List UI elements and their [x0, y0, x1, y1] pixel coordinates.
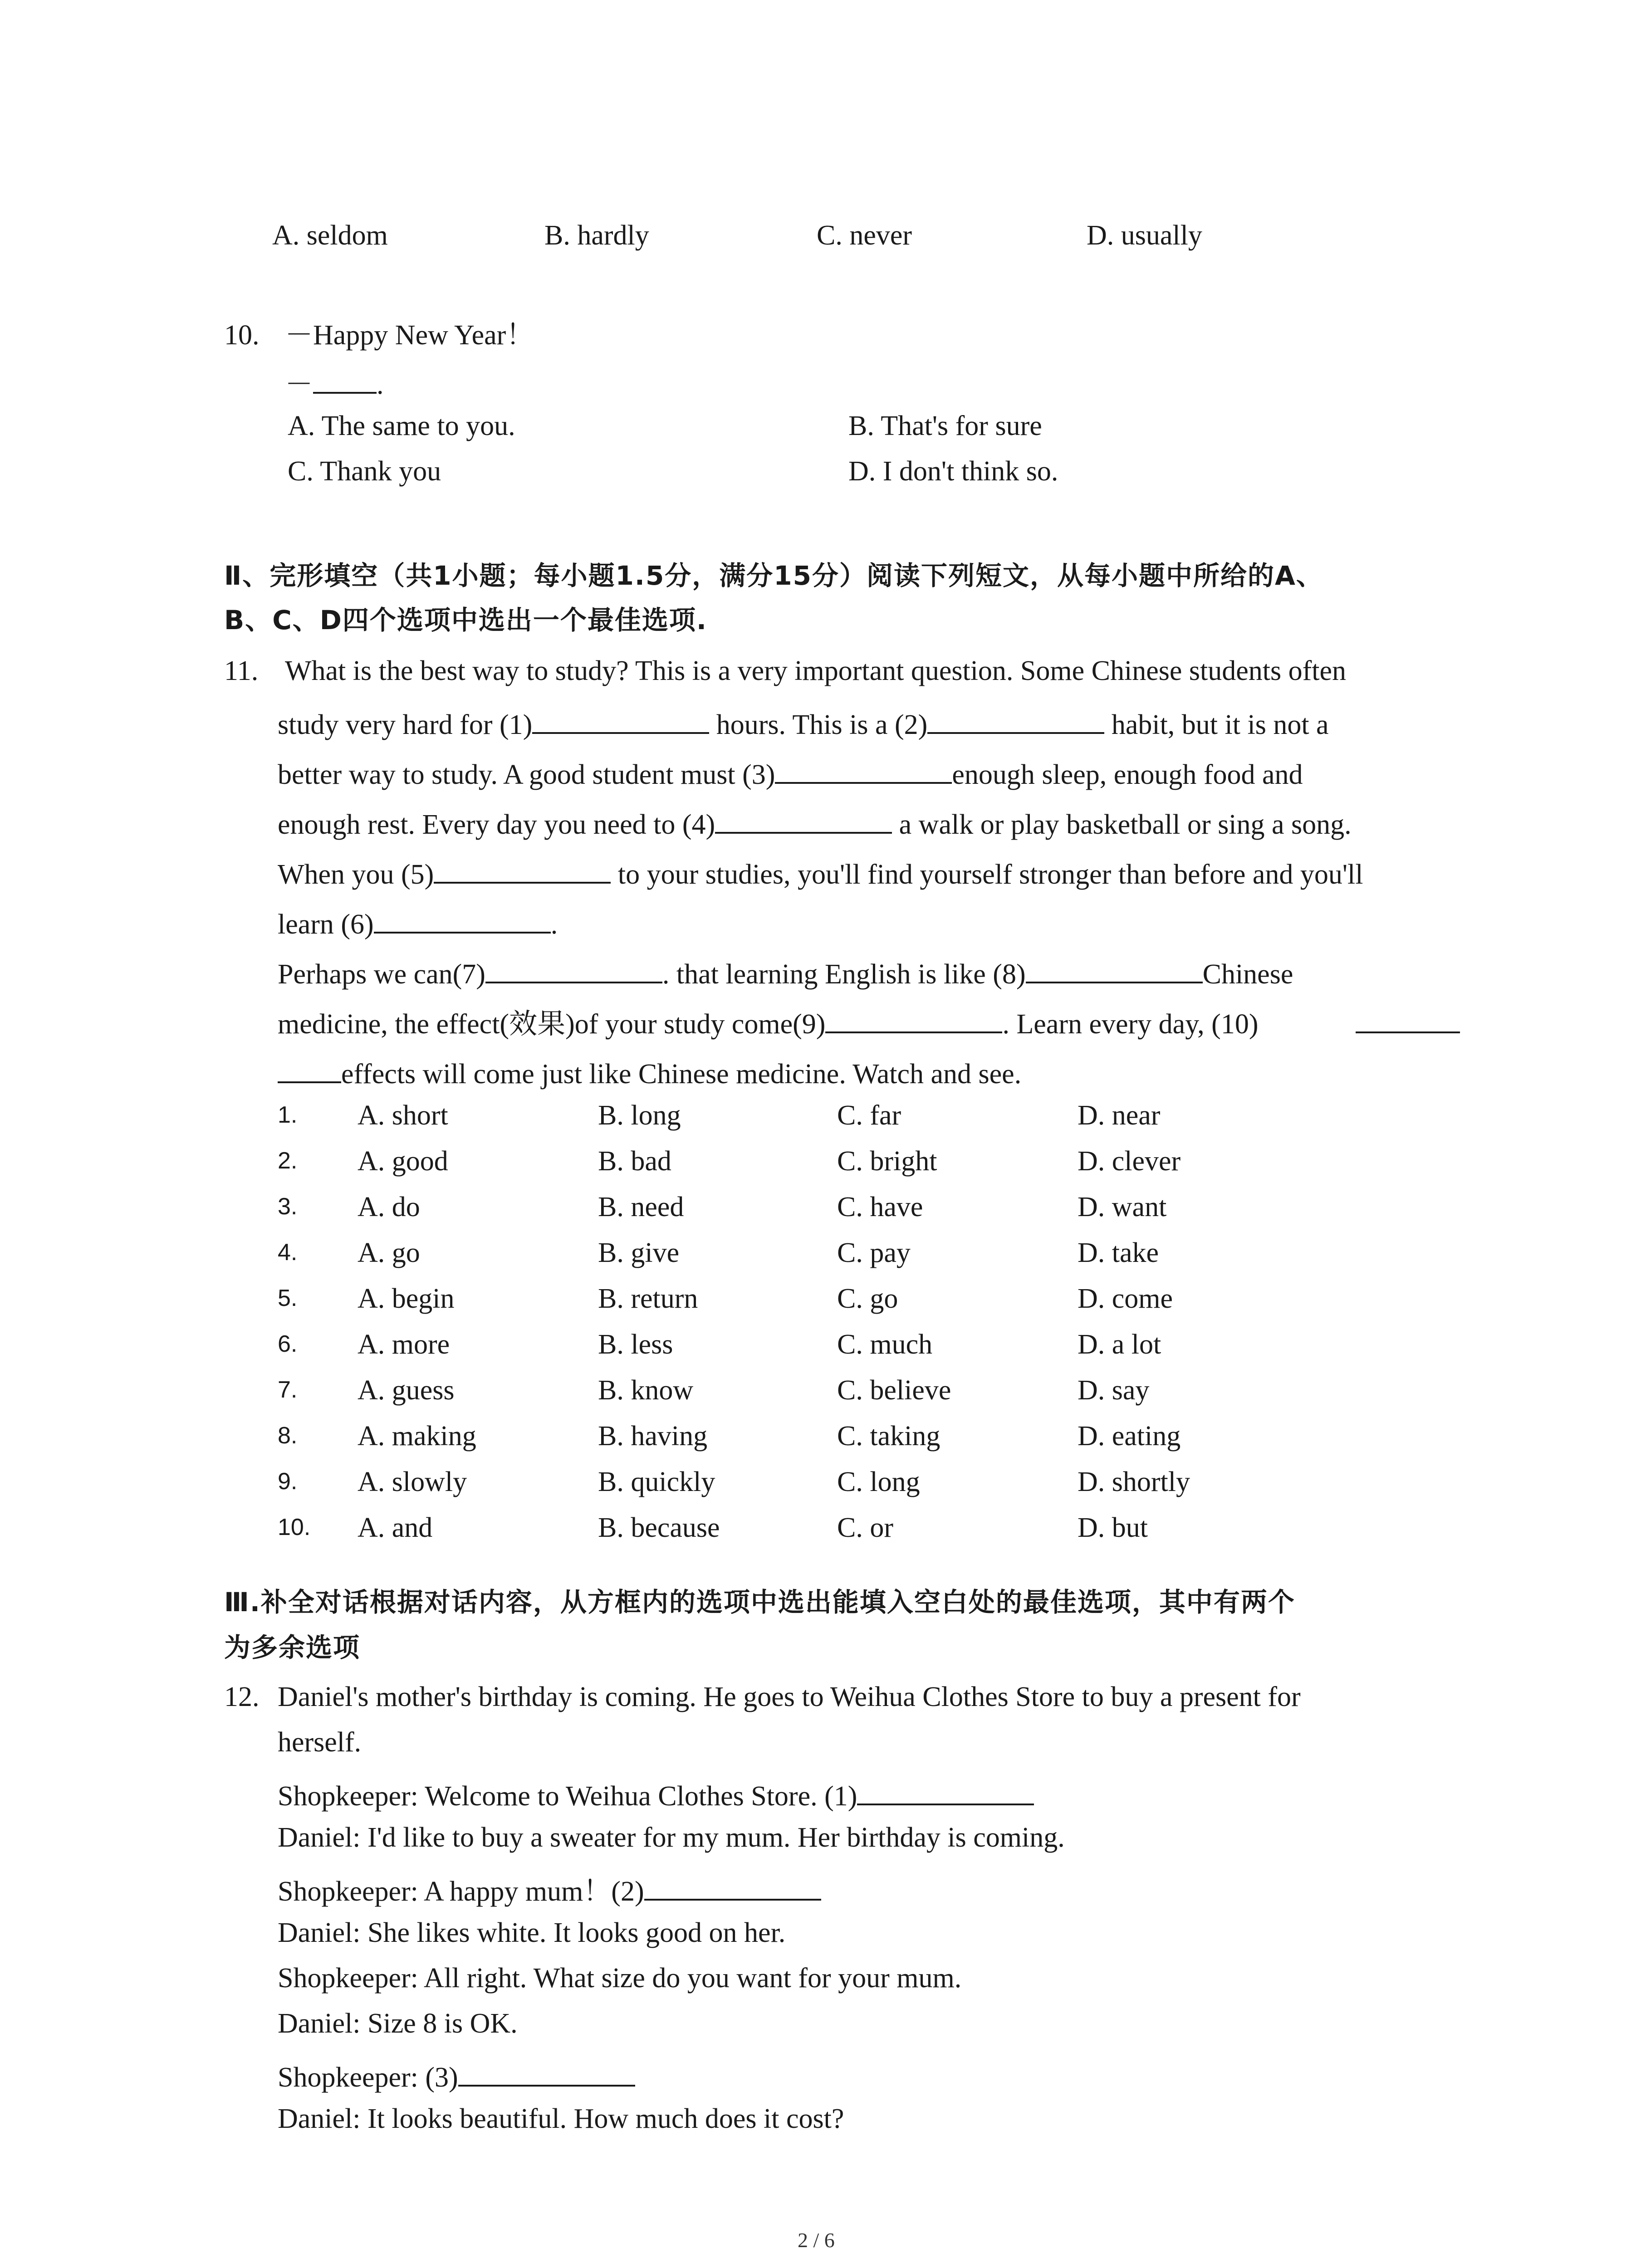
- q11-opt-a: A. and: [358, 1512, 433, 1543]
- q11-text: . Learn every day, (10): [1002, 1009, 1259, 1040]
- q10-option-d: D. I don't think so.: [848, 456, 1058, 487]
- q9-option-d: D. usually: [1087, 220, 1202, 251]
- q11-opt-d: D. a lot: [1078, 1329, 1161, 1360]
- q11-opt-b: B. less: [598, 1329, 673, 1360]
- q11-opt-d: D. take: [1078, 1237, 1159, 1268]
- q11-blank-7[interactable]: [485, 956, 662, 983]
- q11-opt-b: B. because: [598, 1512, 720, 1543]
- q11-text: a walk or play basketball or sing a song.: [892, 809, 1352, 840]
- q10-option-a: A. The same to you.: [288, 411, 515, 441]
- q11-text: better way to study. A good student must (3): [278, 759, 775, 790]
- q11-opt-a: A. go: [358, 1237, 420, 1268]
- q11-opt-c: C. go: [837, 1283, 898, 1314]
- dialog-text: Shopkeeper: A happy mum！(2): [278, 1876, 644, 1907]
- q11-opt-d: D. clever: [1078, 1146, 1181, 1177]
- q10-number: 10.: [224, 320, 260, 351]
- q11-opt-d: D. near: [1078, 1100, 1161, 1131]
- q11-opt-d: D. eating: [1078, 1421, 1181, 1452]
- q11-line3: [278, 757, 1303, 789]
- q11-blank-2[interactable]: [927, 707, 1104, 734]
- q11-line1: What is the best way to study? This is a very important question. Some Chinese students often: [285, 655, 1347, 686]
- q10-line2: [285, 367, 384, 399]
- q11-blank-9[interactable]: [825, 1006, 1002, 1033]
- q11-opt-num: 2.: [278, 1148, 298, 1174]
- q12-dialog-4: Daniel: She likes white. It looks good on her.: [278, 1917, 786, 1948]
- q11-text: enough sleep, enough food and: [952, 759, 1303, 790]
- q11-text: Perhaps we can(7): [278, 959, 485, 990]
- q11-text: . that learning English is like (8): [662, 959, 1026, 990]
- section3-heading-line1: Ⅲ.补全对话根据对话内容，从方框内的选项中选出能填入空白处的最佳选项，其中有两个: [224, 1587, 1295, 1618]
- q11-blank-5[interactable]: [434, 856, 611, 884]
- q11-blank-6[interactable]: [374, 906, 551, 934]
- q11-text: When you (5): [278, 859, 434, 890]
- q11-opt-b: B. long: [598, 1100, 681, 1131]
- q11-blank-8[interactable]: [1026, 956, 1203, 983]
- dialog-text: Shopkeeper: (3): [278, 2062, 458, 2093]
- q11-opt-a: A. making: [358, 1421, 476, 1452]
- q10-dash: －: [285, 369, 314, 400]
- q11-opt-c: C. far: [837, 1100, 901, 1131]
- q11-line2: [278, 707, 1329, 739]
- q12-blank-1[interactable]: [857, 1778, 1034, 1805]
- q12-dialog-6: Daniel: Size 8 is OK.: [278, 2008, 518, 2039]
- q11-text: enough rest. Every day you need to (4): [278, 809, 715, 840]
- q11-text: .: [550, 909, 558, 940]
- q11-text: Chinese: [1202, 959, 1293, 990]
- q11-opt-a: A. do: [358, 1192, 420, 1222]
- q11-opt-num: 8.: [278, 1422, 298, 1449]
- q11-line8: [278, 1006, 1258, 1038]
- q11-blank-10-start[interactable]: [1356, 1006, 1460, 1038]
- section2-heading-line1: Ⅱ、完形填空（共1小题；每小题1.5分，满分15分）阅读下列短文，从每小题中所给的A、: [224, 560, 1323, 591]
- q11-text: to your studies, you'll find yourself stronger than before and you'll: [611, 859, 1363, 890]
- q11-opt-a: A. guess: [358, 1375, 455, 1406]
- q11-opt-c: C. much: [837, 1329, 933, 1360]
- q11-opt-b: B. having: [598, 1421, 708, 1452]
- q10-blank[interactable]: [313, 367, 377, 394]
- q11-text: learn (6): [278, 909, 374, 940]
- q11-opt-a: A. short: [358, 1100, 448, 1131]
- q11-opt-b: B. give: [598, 1237, 680, 1268]
- q9-option-c: C. never: [817, 220, 912, 251]
- q11-opt-b: B. know: [598, 1375, 694, 1406]
- q11-opt-b: B. bad: [598, 1146, 671, 1177]
- q11-text: study very hard for (1): [278, 709, 533, 740]
- q11-blank-10-end[interactable]: [278, 1056, 341, 1083]
- q11-opt-d: D. want: [1078, 1192, 1167, 1222]
- q11-opt-c: C. long: [837, 1466, 920, 1497]
- q12-dialog-5: Shopkeeper: All right. What size do you want for your mum.: [278, 1963, 962, 1994]
- q12-dialog-3: [278, 1873, 821, 1906]
- q11-opt-num: 3.: [278, 1193, 298, 1220]
- q11-opt-c: C. believe: [837, 1375, 951, 1406]
- q10-option-c: C. Thank you: [288, 456, 441, 487]
- q12-blank-2[interactable]: [644, 1873, 821, 1901]
- q10-period: .: [377, 369, 384, 400]
- q11-opt-d: D. but: [1078, 1512, 1148, 1543]
- q11-opt-d: D. shortly: [1078, 1466, 1190, 1497]
- q11-opt-num: 7.: [278, 1377, 298, 1403]
- q11-opt-b: B. need: [598, 1192, 684, 1222]
- q11-line5: [278, 856, 1363, 889]
- q11-opt-num: 1.: [278, 1102, 298, 1128]
- q11-number: 11.: [224, 655, 259, 686]
- dialog-text: Shopkeeper: Welcome to Weihua Clothes Store. (1): [278, 1781, 857, 1812]
- q12-blank-3[interactable]: [458, 2059, 635, 2087]
- q12-number: 12.: [224, 1681, 260, 1712]
- q12-dialog-2: Daniel: I'd like to buy a sweater for my mum. Her birthday is coming.: [278, 1822, 1065, 1853]
- q11-opt-c: C. have: [837, 1192, 923, 1222]
- q11-opt-c: C. bright: [837, 1146, 937, 1177]
- q11-blank-4[interactable]: [715, 807, 892, 834]
- q12-intro-line2: herself.: [278, 1727, 362, 1758]
- q11-opt-a: A. slowly: [358, 1466, 467, 1497]
- q11-opt-c: C. pay: [837, 1237, 911, 1268]
- q11-opt-num: 4.: [278, 1239, 298, 1266]
- q11-blank-3[interactable]: [775, 757, 952, 784]
- q11-text: medicine, the effect(效果)of your study come(9): [278, 1009, 826, 1040]
- q11-text: habit, but it is not a: [1104, 709, 1329, 740]
- q11-opt-c: C. or: [837, 1512, 893, 1543]
- q11-blank-1[interactable]: [532, 707, 709, 734]
- q10-option-b: B. That's for sure: [848, 411, 1042, 441]
- q11-opt-num: 6.: [278, 1331, 298, 1357]
- q11-line9: [278, 1056, 1021, 1088]
- q11-line6: [278, 906, 558, 938]
- q11-text: effects will come just like Chinese medicine. Watch and see.: [341, 1059, 1022, 1090]
- q11-opt-b: B. return: [598, 1283, 698, 1314]
- q11-opt-num: 9.: [278, 1468, 298, 1495]
- q11-text: hours. This is a (2): [709, 709, 928, 740]
- q11-opt-a: A. begin: [358, 1283, 455, 1314]
- q11-opt-num: 5.: [278, 1285, 298, 1311]
- q10-line1: －Happy New Year！: [285, 320, 534, 351]
- q11-line4: [278, 807, 1352, 839]
- q12-dialog-7: [278, 2059, 635, 2092]
- q11-opt-c: C. taking: [837, 1421, 941, 1452]
- q11-opt-a: A. good: [358, 1146, 448, 1177]
- q11-opt-d: D. come: [1078, 1283, 1173, 1314]
- q12-dialog-8: Daniel: It looks beautiful. How much does it cost?: [278, 2103, 844, 2134]
- q11-opt-a: A. more: [358, 1329, 450, 1360]
- q9-option-b: B. hardly: [544, 220, 649, 251]
- q12-intro-line1: Daniel's mother's birthday is coming. He goes to Weihua Clothes Store to buy a present for: [278, 1681, 1301, 1712]
- section2-heading-line2: B、C、D四个选项中选出一个最佳选项.: [224, 605, 707, 635]
- q12-dialog-1: [278, 1778, 1034, 1810]
- q11-opt-num: 10.: [278, 1514, 311, 1540]
- q9-option-a: A. seldom: [272, 220, 388, 251]
- q11-opt-d: D. say: [1078, 1375, 1150, 1406]
- section3-heading-line2: 为多余选项: [224, 1632, 361, 1663]
- q11-line7: [278, 956, 1293, 988]
- page-number: 2 / 6: [798, 2229, 835, 2252]
- q11-opt-b: B. quickly: [598, 1466, 715, 1497]
